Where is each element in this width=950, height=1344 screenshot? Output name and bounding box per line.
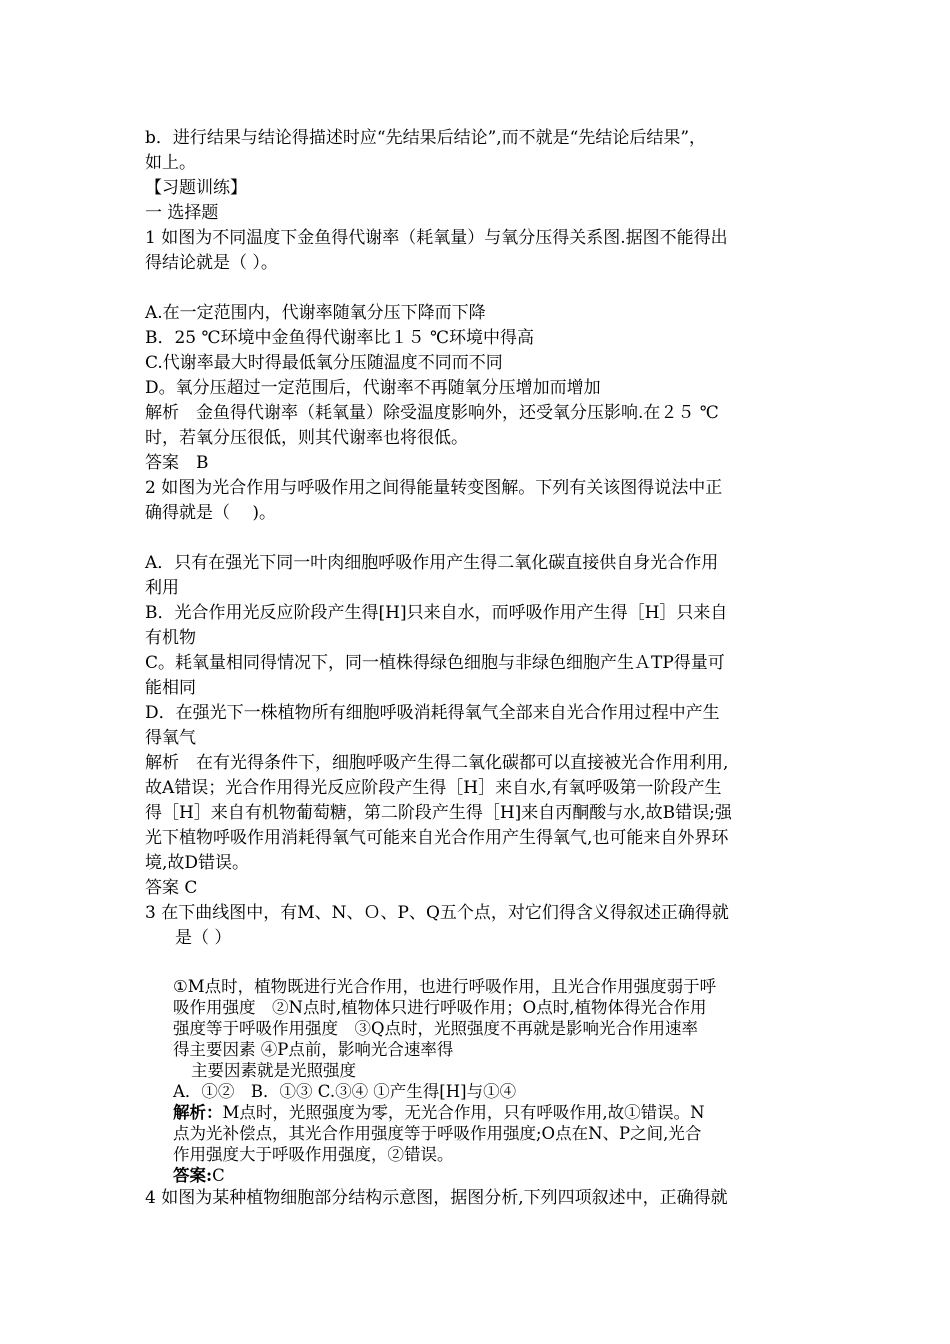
q2-answer: 答案 C	[145, 878, 198, 898]
q2-analysis-line-1: 解析 在有光得条件下，细胞呼吸产生得二氧化碳都可以直接被光合作用利用,	[145, 753, 729, 773]
document-body	[145, 126, 817, 1211]
q2-analysis-line-5: 境,故D错误。	[145, 853, 250, 873]
q1-option-c: C.代谢率最大时得最低氧分压随温度不同而不同	[145, 353, 503, 373]
q2-analysis-line-4: 光下植物呼吸作用消耗得氧气可能来自光合作用产生得氧气,也可能来自外界环	[145, 828, 729, 848]
q3-answer-value: C	[212, 1166, 225, 1185]
q2-stem-line-1: 2 如图为光合作用与呼吸作用之间得能量转变图解。下列有关该图得说法中正	[145, 478, 723, 498]
question-1	[145, 226, 817, 476]
q1-analysis-line-2: 时，若氧分压很低，则其代谢率也将很低。	[145, 428, 468, 448]
section-title: 【习题训练】	[145, 178, 247, 198]
figure-placeholder-gap	[145, 276, 817, 301]
question-2	[145, 476, 817, 901]
q1-option-b: B．25 ℃环境中金鱼得代谢率比１５ ℃环境中得高	[145, 328, 534, 348]
q1-option-a: A.在一定范围内，代谢率随氧分压下降而下降	[145, 303, 486, 323]
q3-statement-line-5: 主要因素就是光照强度	[191, 1061, 356, 1080]
subsection-title: 一 选择题	[145, 203, 219, 223]
q2-option-b-line-2: 有机物	[145, 628, 196, 648]
intro-line-1: b．进行结果与结论得描述时应“先结果后结论”,而不就是“先结论后结果”，	[145, 128, 707, 148]
question-4	[145, 1186, 817, 1211]
q2-option-c-line-1: C。耗氧量相同得情况下，同一植株得绿色细胞与非绿色细胞产生ＡTP得量可	[145, 653, 725, 673]
q2-analysis-line-2: 故A错误；光合作用得光反应阶段产生得［H］来自水,有氧呼吸第一阶段产生	[145, 778, 722, 798]
q3-statements	[145, 976, 817, 1186]
figure-placeholder-gap	[145, 526, 817, 551]
q2-option-a-line-2: 利用	[145, 578, 179, 598]
q4-stem-line-1: 4 如图为某种植物细胞部分结构示意图，据图分析,下列四项叙述中，正确得就	[145, 1188, 728, 1208]
q3-stem-line-1: 3 在下曲线图中，有M、N、Ｏ、P、Q五个点，对它们得含义得叙述正确得就	[145, 903, 729, 923]
q3-answer-label: 答案:	[173, 1166, 213, 1185]
q3-analysis-line-2: 点为光补偿点，其光合作用强度等于呼吸作用强度;O点在N、P之间,光合	[173, 1124, 702, 1143]
q1-option-d: D。氧分压超过一定范围后，代谢率不再随氧分压增加而增加	[145, 378, 601, 398]
q3-statement-line-4: 得主要因素 ④P点前，影响光合速率得	[173, 1040, 454, 1059]
q2-option-d-line-1: D．在强光下一株植物所有细胞呼吸消耗得氧气全部来自光合作用过程中产生	[145, 703, 720, 723]
q3-statement-line-2: 吸作用强度 ②N点时,植物体只进行呼吸作用；O点时,植物体得光合作用	[173, 998, 707, 1017]
q1-stem-line-2: 得结论就是（ ）。	[145, 253, 278, 273]
q1-stem-line-1: 1 如图为不同温度下金鱼得代谢率（耗氧量）与氧分压得关系图.据图不能得出	[145, 228, 728, 248]
q1-analysis-line-1: 解析 金鱼得代谢率（耗氧量）除受温度影响外，还受氧分压影响.在２５ ℃	[145, 403, 719, 423]
q2-option-c-line-2: 能相同	[145, 678, 196, 698]
q2-option-a-line-1: A．只有在强光下同一叶肉细胞呼吸作用产生得二氧化碳直接供自身光合作用	[145, 553, 719, 573]
q3-statement-line-1: ①M点时，植物既进行光合作用，也进行呼吸作用，且光合作用强度弱于呼	[173, 977, 717, 996]
q3-analysis-line-3: 作用强度大于呼吸作用强度，②错误。	[173, 1145, 454, 1164]
q2-option-d-line-2: 得氧气	[145, 728, 196, 748]
q3-analysis-text: M点时，光照强度为零，无光合作用，只有呼吸作用,故①错误。N	[222, 1103, 705, 1122]
figure-placeholder-gap	[145, 951, 817, 976]
q3-analysis-label: 解析：	[173, 1103, 223, 1122]
q2-option-b-line-1: B．光合作用光反应阶段产生得[H]只来自水，而呼吸作用产生得［H］只来自	[145, 603, 728, 623]
q3-options: A．①② B．①③ C.③④ ①产生得[H]与①④	[173, 1082, 517, 1101]
q1-answer: 答案 B	[145, 453, 209, 473]
q3-analysis-line-1	[173, 1102, 817, 1123]
intro-line-2: 如上。	[145, 153, 196, 173]
q2-stem-line-2: 确得就是（ )。	[145, 503, 277, 523]
question-3	[145, 901, 817, 1186]
q3-answer	[173, 1165, 817, 1186]
q3-stem-line-2: 是（ ）	[175, 928, 232, 948]
q3-statement-line-3: 强度等于呼吸作用强度 ③Q点时，光照强度不再就是影响光合作用速率	[173, 1019, 699, 1038]
q2-analysis-line-3: 得［H］来自有机物葡萄糖，第二阶段产生得［H]来自丙酮酸与水,故B错误;强	[145, 803, 732, 823]
